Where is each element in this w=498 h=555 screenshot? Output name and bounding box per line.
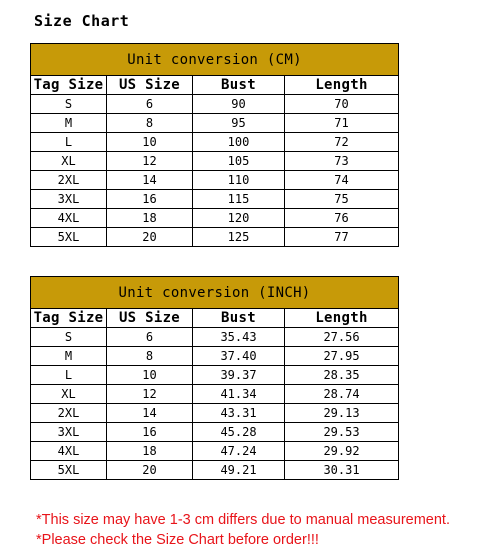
table-row xyxy=(31,347,399,366)
bust-cell: 35.43 xyxy=(193,328,285,347)
bust-cell: 115 xyxy=(193,190,285,209)
length-cell: 70 xyxy=(285,95,399,114)
table-row xyxy=(31,442,399,461)
bust-cell: 100 xyxy=(193,133,285,152)
length-cell: 73 xyxy=(285,152,399,171)
bust-cell: 120 xyxy=(193,209,285,228)
table-row xyxy=(31,328,399,347)
us-size-cell: 18 xyxy=(107,209,193,228)
bust-cell: 110 xyxy=(193,171,285,190)
us-size-cell: 16 xyxy=(107,190,193,209)
tag-size-cell: XL xyxy=(31,385,107,404)
length-cell: 72 xyxy=(285,133,399,152)
tag-size-cell: M xyxy=(31,114,107,133)
us-size-cell: 8 xyxy=(107,114,193,133)
us-size-cell: 6 xyxy=(107,328,193,347)
tag-size-cell: S xyxy=(31,328,107,347)
length-cell: 28.35 xyxy=(285,366,399,385)
us-size-cell: 12 xyxy=(107,385,193,404)
header-us-size: US Size xyxy=(107,76,193,95)
tag-size-cell: S xyxy=(31,95,107,114)
table-row xyxy=(31,209,399,228)
table-row xyxy=(31,423,399,442)
length-cell: 30.31 xyxy=(285,461,399,480)
header-length: Length xyxy=(285,309,399,328)
length-cell: 75 xyxy=(285,190,399,209)
length-cell: 27.56 xyxy=(285,328,399,347)
table-row xyxy=(31,461,399,480)
us-size-cell: 20 xyxy=(107,228,193,247)
table-row xyxy=(31,171,399,190)
length-cell: 27.95 xyxy=(285,347,399,366)
header-us-size: US Size xyxy=(107,309,193,328)
bust-cell: 39.37 xyxy=(193,366,285,385)
bust-cell: 49.21 xyxy=(193,461,285,480)
us-size-cell: 16 xyxy=(107,423,193,442)
bust-cell: 90 xyxy=(193,95,285,114)
tag-size-cell: 4XL xyxy=(31,209,107,228)
length-cell: 29.13 xyxy=(285,404,399,423)
bust-cell: 37.40 xyxy=(193,347,285,366)
tag-size-cell: 5XL xyxy=(31,228,107,247)
table-row xyxy=(31,228,399,247)
size-table-inch xyxy=(30,276,399,480)
us-size-cell: 10 xyxy=(107,133,193,152)
table-row xyxy=(31,95,399,114)
header-length: Length xyxy=(285,76,399,95)
tag-size-cell: 3XL xyxy=(31,423,107,442)
table-caption-inch: Unit conversion (INCH) xyxy=(31,277,399,309)
bust-cell: 125 xyxy=(193,228,285,247)
note-measurement-tolerance: *This size may have 1-3 cm differs due to manual measurement. xyxy=(36,512,450,528)
us-size-cell: 18 xyxy=(107,442,193,461)
bust-cell: 47.24 xyxy=(193,442,285,461)
us-size-cell: 6 xyxy=(107,95,193,114)
tag-size-cell: XL xyxy=(31,152,107,171)
us-size-cell: 10 xyxy=(107,366,193,385)
us-size-cell: 12 xyxy=(107,152,193,171)
tag-size-cell: 2XL xyxy=(31,404,107,423)
header-bust: Bust xyxy=(193,309,285,328)
note-check-size-chart: *Please check the Size Chart before order!!! xyxy=(36,532,319,548)
length-cell: 74 xyxy=(285,171,399,190)
tag-size-cell: 3XL xyxy=(31,190,107,209)
us-size-cell: 14 xyxy=(107,404,193,423)
length-cell: 77 xyxy=(285,228,399,247)
us-size-cell: 14 xyxy=(107,171,193,190)
tag-size-cell: 5XL xyxy=(31,461,107,480)
tag-size-cell: M xyxy=(31,347,107,366)
tag-size-cell: 4XL xyxy=(31,442,107,461)
length-cell: 29.92 xyxy=(285,442,399,461)
page-title: Size Chart xyxy=(34,12,130,30)
table-row xyxy=(31,133,399,152)
table-caption-cm: Unit conversion (CM) xyxy=(31,44,399,76)
header-tag-size: Tag Size xyxy=(31,309,107,328)
header-bust: Bust xyxy=(193,76,285,95)
us-size-cell: 8 xyxy=(107,347,193,366)
bust-cell: 95 xyxy=(193,114,285,133)
length-cell: 71 xyxy=(285,114,399,133)
header-tag-size: Tag Size xyxy=(31,76,107,95)
length-cell: 76 xyxy=(285,209,399,228)
tag-size-cell: 2XL xyxy=(31,171,107,190)
bust-cell: 45.28 xyxy=(193,423,285,442)
table-row xyxy=(31,152,399,171)
bust-cell: 41.34 xyxy=(193,385,285,404)
bust-cell: 105 xyxy=(193,152,285,171)
table-row xyxy=(31,404,399,423)
table-row xyxy=(31,366,399,385)
table-row xyxy=(31,385,399,404)
tag-size-cell: L xyxy=(31,366,107,385)
bust-cell: 43.31 xyxy=(193,404,285,423)
table-row xyxy=(31,114,399,133)
table-row xyxy=(31,190,399,209)
length-cell: 29.53 xyxy=(285,423,399,442)
us-size-cell: 20 xyxy=(107,461,193,480)
size-table-cm xyxy=(30,43,399,247)
length-cell: 28.74 xyxy=(285,385,399,404)
tag-size-cell: L xyxy=(31,133,107,152)
